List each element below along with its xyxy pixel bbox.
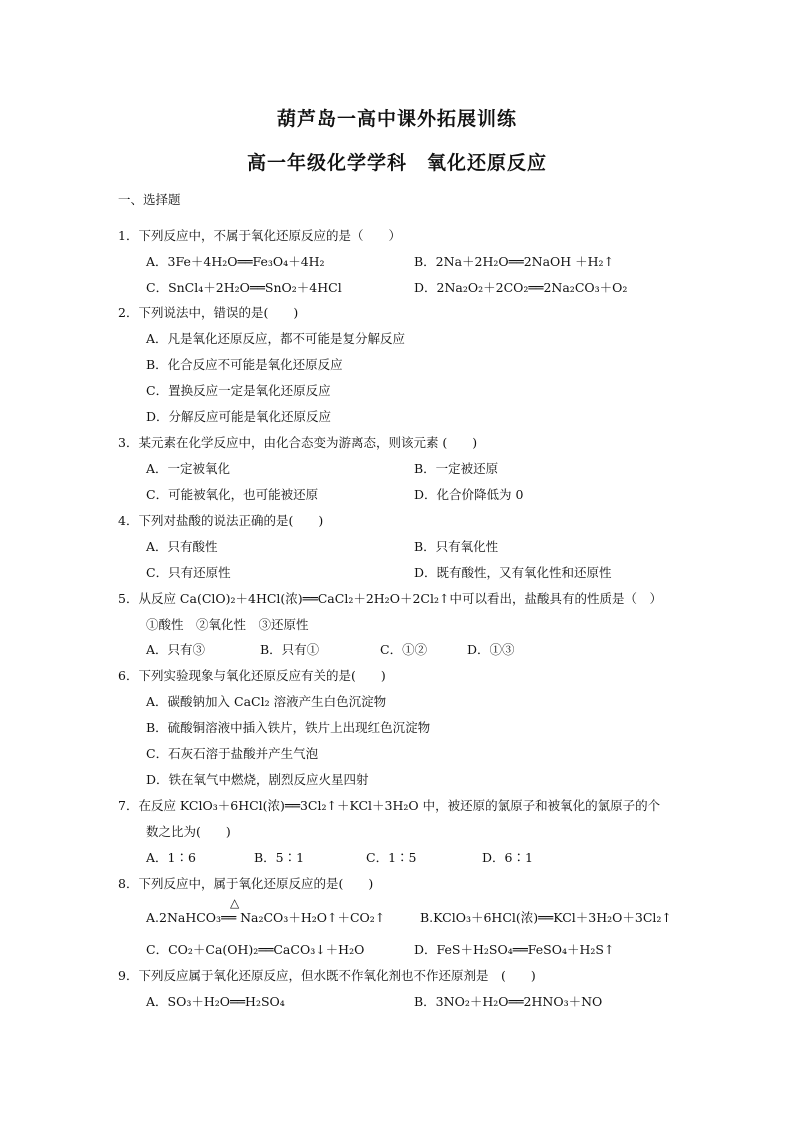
heat-symbol: △ bbox=[230, 896, 240, 910]
question-6-stem: 6．下列实验现象与氧化还原反应有关的是( ) bbox=[118, 668, 386, 683]
question-3-option-d: D．化合价降低为 0 bbox=[414, 487, 524, 502]
question-7-stem: 7．在反应 KClO₃＋6HCl(浓)══3Cl₂↑＋KCl＋3H₂O 中，被还原的氯原子和被氧化的氯原子的个 bbox=[118, 798, 661, 813]
question-6-option-b: B．硫酸铜溶液中插入铁片，铁片上出现红色沉淀物 bbox=[146, 720, 431, 735]
question-1-stem: 1．下列反应中，不属于氧化还原反应的是（ ） bbox=[118, 228, 401, 243]
question-4-option-d: D．既有酸性，又有氧化性和还原性 bbox=[414, 565, 612, 580]
question-3-option-b: B．一定被还原 bbox=[414, 461, 499, 476]
question-1-option-d: D．2Na₂O₂＋2CO₂══2Na₂CO₃＋O₂ bbox=[414, 280, 628, 295]
question-6-option-a: A．碳酸钠加入 CaCl₂ 溶液产生白色沉淀物 bbox=[146, 694, 387, 709]
question-5-option-a: A．只有③ bbox=[146, 642, 206, 657]
question-1-option-a: A．3Fe＋4H₂O══Fe₃O₄＋4H₂ bbox=[146, 254, 325, 269]
question-2-option-b: B．化合反应不可能是氧化还原反应 bbox=[146, 357, 343, 372]
question-5-option-b: B．只有① bbox=[260, 642, 320, 657]
question-9-option-b: B．3NO₂＋H₂O══2HNO₃＋NO bbox=[414, 994, 603, 1009]
question-1-option-c: C．SnCl₄＋2H₂O══SnO₂＋4HCl bbox=[146, 280, 342, 295]
question-7-option-d: D．6∶1 bbox=[482, 850, 533, 865]
question-6-option-d: D．铁在氧气中燃烧，剧烈反应火星四射 bbox=[146, 772, 369, 787]
section-heading: 一、选择题 bbox=[118, 192, 181, 207]
question-8-option-d: D．FeS＋H₂SO₄══FeSO₄＋H₂S↑ bbox=[414, 942, 615, 957]
question-2-stem: 2．下列说法中，错误的是( ) bbox=[118, 305, 299, 320]
question-4-option-c: C．只有还原性 bbox=[146, 565, 231, 580]
question-3-stem: 3．某元素在化学反应中，由化合态变为游离态，则该元素 ( ) bbox=[118, 435, 478, 450]
question-7-option-b: B．5∶1 bbox=[254, 850, 305, 865]
question-7-stem-continued: 数之比为( ) bbox=[146, 824, 231, 839]
question-4-option-a: A．只有酸性 bbox=[146, 539, 218, 554]
document-subtitle: 高一年级化学学科 氧化还原反应 bbox=[246, 152, 547, 174]
question-3-option-a: A．一定被氧化 bbox=[146, 461, 231, 476]
question-5-stem: 5．从反应 Ca(ClO)₂＋4HCl(浓)══CaCl₂＋2H₂O＋2Cl₂↑中可以看出，盐酸具有的性质是（ ） bbox=[118, 591, 662, 606]
document-title: 葫芦岛一高中课外拓展训练 bbox=[276, 108, 517, 130]
question-8-option-c: C．CO₂＋Ca(OH)₂══CaCO₃↓＋H₂O bbox=[146, 942, 365, 957]
question-5-properties: ①酸性 ②氧化性 ③还原性 bbox=[146, 617, 309, 632]
question-9-option-a: A．SO₃＋H₂O══H₂SO₄ bbox=[146, 994, 285, 1009]
question-7-option-c: C．1∶5 bbox=[366, 850, 417, 865]
question-8-option-a: A.2NaHCO₃══ Na₂CO₃＋H₂O↑＋CO₂↑ bbox=[146, 910, 386, 925]
question-2-option-a: A．凡是氧化还原反应，都不可能是复分解反应 bbox=[146, 331, 406, 346]
question-4-stem: 4．下列对盐酸的说法正确的是( ) bbox=[118, 513, 324, 528]
question-2-option-c: C．置换反应一定是氧化还原反应 bbox=[146, 383, 331, 398]
question-9-stem: 9．下列反应属于氧化还原反应，但水既不作氧化剂也不作还原剂是 ( ) bbox=[118, 968, 536, 983]
question-6-option-c: C．石灰石溶于盐酸并产生气泡 bbox=[146, 746, 319, 761]
question-7-option-a: A．1∶6 bbox=[146, 850, 196, 865]
question-5-option-d: D．①③ bbox=[467, 642, 515, 657]
question-5-option-c: C．①② bbox=[380, 642, 428, 657]
question-1-option-b: B．2Na＋2H₂O══2NaOH ＋H₂↑ bbox=[414, 254, 615, 269]
question-4-option-b: B．只有氧化性 bbox=[414, 539, 499, 554]
question-2-option-d: D．分解反应可能是氧化还原反应 bbox=[146, 409, 332, 424]
question-8-option-b: B.KClO₃＋6HCl(浓)══KCl＋3H₂O＋3Cl₂↑ bbox=[420, 910, 672, 925]
question-3-option-c: C．可能被氧化，也可能被还原 bbox=[146, 487, 319, 502]
question-8-stem: 8．下列反应中，属于氧化还原反应的是( ) bbox=[118, 876, 374, 891]
